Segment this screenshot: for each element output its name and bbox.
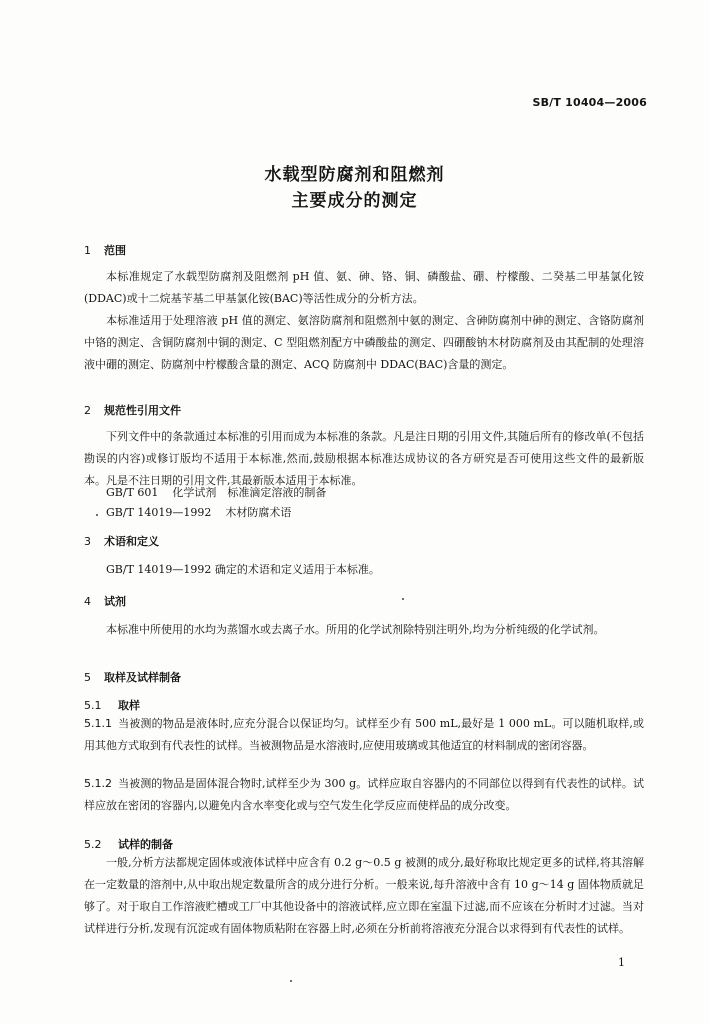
subsection-5-1-heading (84, 697, 140, 713)
clause-5-1-1 (84, 713, 644, 757)
section-number: 1 (84, 244, 91, 257)
subsection-5-2-paragraph: 一般,分析方法都规定固体或液体试样中应含有 0.2 g～0.5 g 被测的成分,最好称取比规定更多的试样,将其溶解在一定数量的溶剂中,从中取出规定数量所含的成分进行分析。一般来说,每升溶液中含有 10 g～14 g 固体物质就足够了。对于取自工作溶液贮槽或工厂中其他设备中的溶液试样,应立即在室温下过滤,而不应该在分析时才过滤。当对试样进行分析,发现有沉淀或有固体物质粘附在容器上时,必须在分析前将溶液充分混合以求得到有代表性的试样。 (84, 856, 644, 935)
document-title-line2: 主要成分的测定 (291, 191, 418, 211)
clause-text: 当被测的物品是固体混合物时,试样至少为 300 g。试样应取自容器内的不同部位以得到有代表性的试样。试样应放在密闭的容器内,以避免内含水率变化或与空气发生化学反应而使样品的成分改变。 (84, 777, 644, 812)
section-number: 5 (84, 671, 91, 684)
clause-5-1-2 (84, 773, 644, 817)
document-title-line1: 水载型防腐剂和阻燃剂 (264, 165, 445, 185)
section-3-heading (84, 533, 159, 549)
reference-title: 木材防腐术语 (225, 506, 292, 519)
section-number: 3 (84, 535, 91, 548)
section-title: 术语和定义 (104, 535, 159, 548)
standard-code: SB/T 10404—2006 (532, 96, 647, 109)
reference-title: 化学试剂 标准滴定溶液的制备 (172, 486, 327, 499)
section-4-heading (84, 593, 126, 609)
section-number: 4 (84, 595, 91, 608)
section-2-heading (84, 402, 181, 418)
scan-speck (290, 980, 292, 982)
section-1-paragraph-2: 本标准适用于处理溶液 pH 值的测定、氨溶防腐剂和阻燃剂中氨的测定、含砷防腐剂中砷的测定、含铬防腐剂中铬的测定、含铜防腐剂中铜的测定、C 型阻燃剂配方中磷酸盐的测定、四硼酸钠木材防腐剂及由其配制的处理溶液中硼的测定、防腐剂中柠檬酸含量的测定、ACQ 防腐剂中 DDAC(BAC)含量的测定。 (84, 314, 644, 371)
section-1-paragraph-1: 本标准规定了水载型防腐剂及阻燃剂 pH 值、氨、砷、铬、铜、磷酸盐、硼、柠檬酸、二癸基二甲基氯化铵(DDAC)或十二烷基苄基二甲基氯化铵(BAC)等活性成分的分析方法。 (84, 270, 644, 305)
scan-speck (402, 598, 404, 600)
reference-item (106, 504, 291, 520)
subsection-title: 试样的制备 (118, 838, 173, 851)
clause-number: 5.1.2 (84, 777, 112, 790)
scan-speck (96, 514, 98, 516)
section-1-heading (84, 242, 126, 258)
section-5-heading (84, 669, 181, 685)
page-number: 1 (618, 956, 625, 969)
section-number: 2 (84, 404, 91, 417)
section-title: 试剂 (104, 595, 126, 608)
clause-text: 当被测的物品是液体时,应充分混合以保证均匀。试样至少有 500 mL,最好是 1 000 mL。可以随机取样,或用其他方式取到有代表性的试样。当被测物品是水溶液时,应使用玻璃或其他适宜的材料制成的密闭容器。 (84, 717, 644, 752)
subsection-number: 5.1 (84, 699, 102, 712)
reference-item (106, 484, 326, 500)
reference-code: GB/T 601 (106, 486, 159, 499)
section-title: 规范性引用文件 (104, 404, 181, 417)
subsection-title: 取样 (118, 699, 140, 712)
section-3-paragraph-1: GB/T 14019—1992 确定的术语和定义适用于本标准。 (106, 563, 380, 576)
section-title: 取样及试样制备 (104, 671, 181, 684)
section-2-paragraph-1: 下列文件中的条款通过本标准的引用而成为本标准的条款。凡是注日期的引用文件,其随后所有的修改单(不包括勘误的内容)或修订版均不适用于本标准,然而,鼓励根据本标准达成协议的各方研究是否可使用这些文件的最新版本。凡是不注日期的引用文件,其最新版本适用于本标准。 (84, 430, 644, 487)
subsection-number: 5.2 (84, 838, 102, 851)
subsection-5-2-heading (84, 836, 173, 852)
section-4-paragraph-1: 本标准中所使用的水均为蒸馏水或去离子水。所用的化学试剂除特别注明外,均为分析纯级的化学试剂。 (106, 623, 605, 636)
clause-number: 5.1.1 (84, 717, 112, 730)
section-title: 范围 (104, 244, 126, 257)
reference-code: GB/T 14019—1992 (106, 506, 212, 519)
